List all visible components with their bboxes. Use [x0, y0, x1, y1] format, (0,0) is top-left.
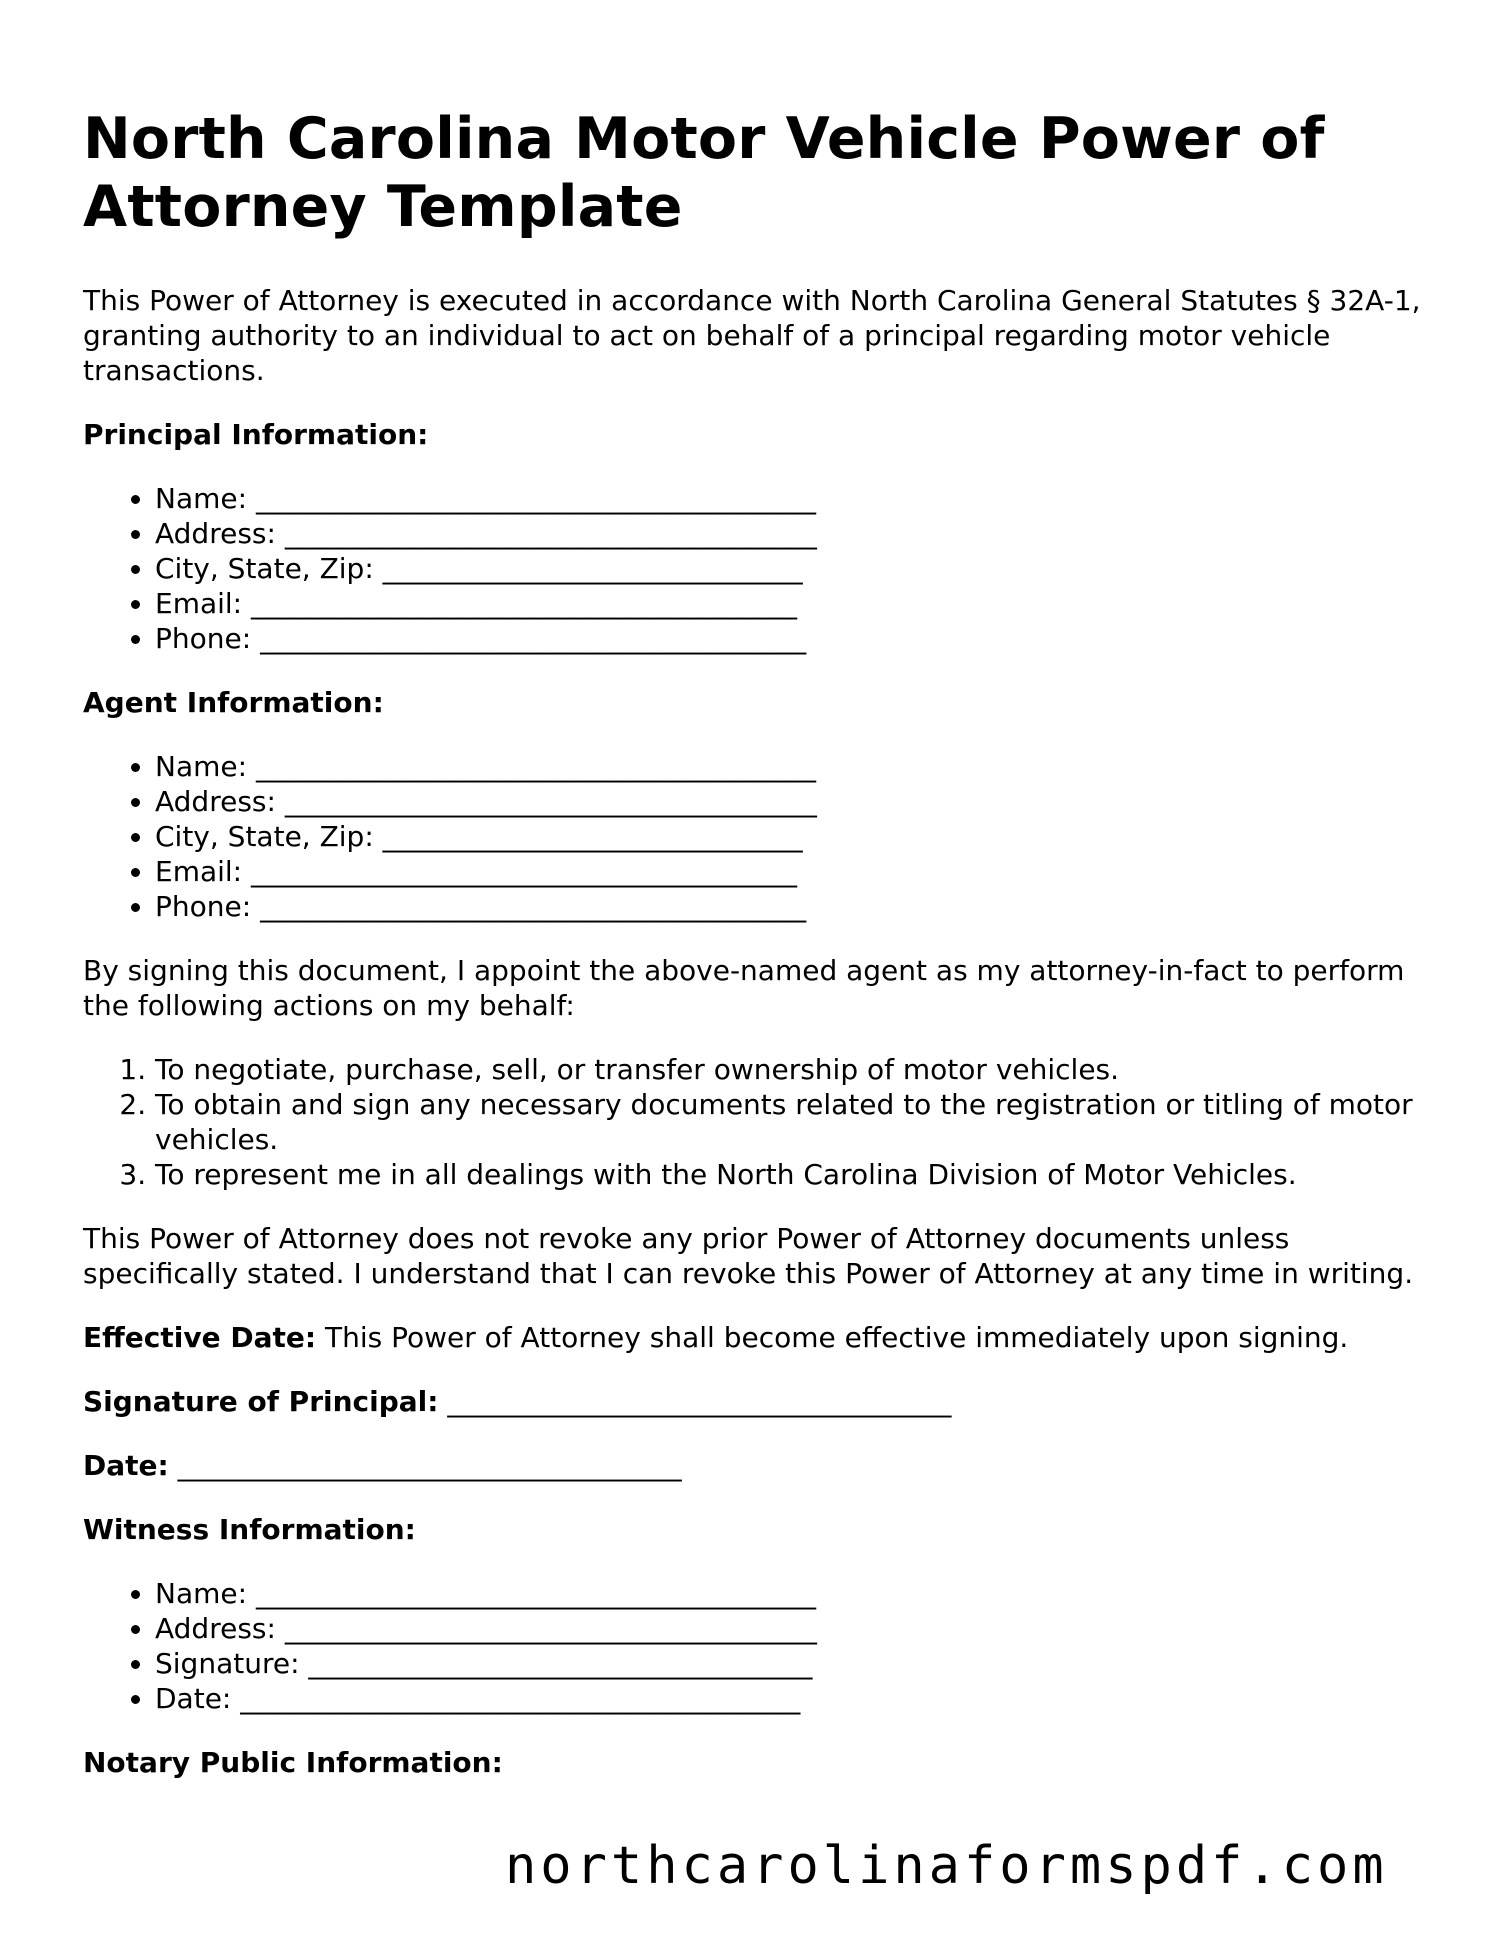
appointment-paragraph: By signing this document, I appoint the above-named agent as my attorney-in-fact to perform the following actions on my behalf: [83, 954, 1405, 1022]
agent-heading: Agent Information: [83, 686, 384, 719]
witness-address-field: • Address: ______________________________________ [155, 1611, 1423, 1646]
witness-name-field: • Name: ________________________________________ [155, 1576, 1423, 1611]
document-title: North Carolina Motor Vehicle Power of Attorney Template [83, 106, 1325, 240]
principal-date-label: Date: [83, 1449, 169, 1482]
agent-phone-field: • Phone: _______________________________________ [155, 889, 1423, 924]
action-item: 1. To negotiate, purchase, sell, or transfer ownership of motor vehicles. [155, 1052, 1423, 1087]
effective-date-paragraph [83, 1320, 1423, 1355]
principal-email-field: • Email: _______________________________________ [155, 586, 1423, 621]
principal-heading: Principal Information: [83, 418, 429, 451]
site-watermark: northcarolinaformspdf.com [505, 1836, 1388, 1896]
principal-phone-field: • Phone: _______________________________________ [155, 621, 1423, 656]
principal-date-blank: ____________________________________ [168, 1449, 682, 1482]
witness-fields [83, 1576, 1423, 1716]
notary-heading: Notary Public Information: [83, 1746, 503, 1779]
principal-signature-blank: ____________________________________ [438, 1385, 952, 1418]
principal-name-field: • Name: ________________________________________ [155, 481, 1423, 516]
actions-list [83, 1052, 1423, 1192]
agent-name-field: • Name: ________________________________________ [155, 749, 1423, 784]
witness-signature-field: • Signature: ____________________________________ [155, 1646, 1423, 1681]
principal-city-state-zip-field: • City, State, Zip: ______________________________ [155, 551, 1423, 586]
principal-signature-line [83, 1384, 1423, 1419]
agent-fields [83, 749, 1423, 924]
effective-date-label: Effective Date: [83, 1321, 317, 1354]
action-item: 2. To obtain and sign any necessary documents related to the registration or titling of motor vehicles. [155, 1087, 1423, 1157]
revocation-paragraph: This Power of Attorney does not revoke any prior Power of Attorney documents unless specifically stated. I understand that I can revoke this Power of Attorney at any time in writing. [83, 1222, 1414, 1290]
witness-date-field: • Date: ________________________________________ [155, 1681, 1423, 1716]
principal-fields [83, 481, 1423, 656]
agent-email-field: • Email: _______________________________________ [155, 854, 1423, 889]
witness-heading: Witness Information: [83, 1513, 416, 1546]
principal-address-field: • Address: ______________________________________ [155, 516, 1423, 551]
principal-signature-label: Signature of Principal: [83, 1385, 439, 1418]
action-item: 3. To represent me in all dealings with the North Carolina Division of Motor Vehicles. [155, 1157, 1423, 1192]
principal-date-line [83, 1448, 1423, 1483]
effective-date-text: This Power of Attorney shall become effective immediately upon signing. [316, 1321, 1349, 1354]
agent-address-field: • Address: ______________________________________ [155, 784, 1423, 819]
intro-paragraph: This Power of Attorney is executed in accordance with North Carolina General Statutes § 32A-1, granting authority to an individual to act on behalf of a principal regarding motor vehicle transactions. [83, 284, 1421, 387]
agent-city-state-zip-field: • City, State, Zip: ______________________________ [155, 819, 1423, 854]
document-page [83, 105, 1423, 1809]
